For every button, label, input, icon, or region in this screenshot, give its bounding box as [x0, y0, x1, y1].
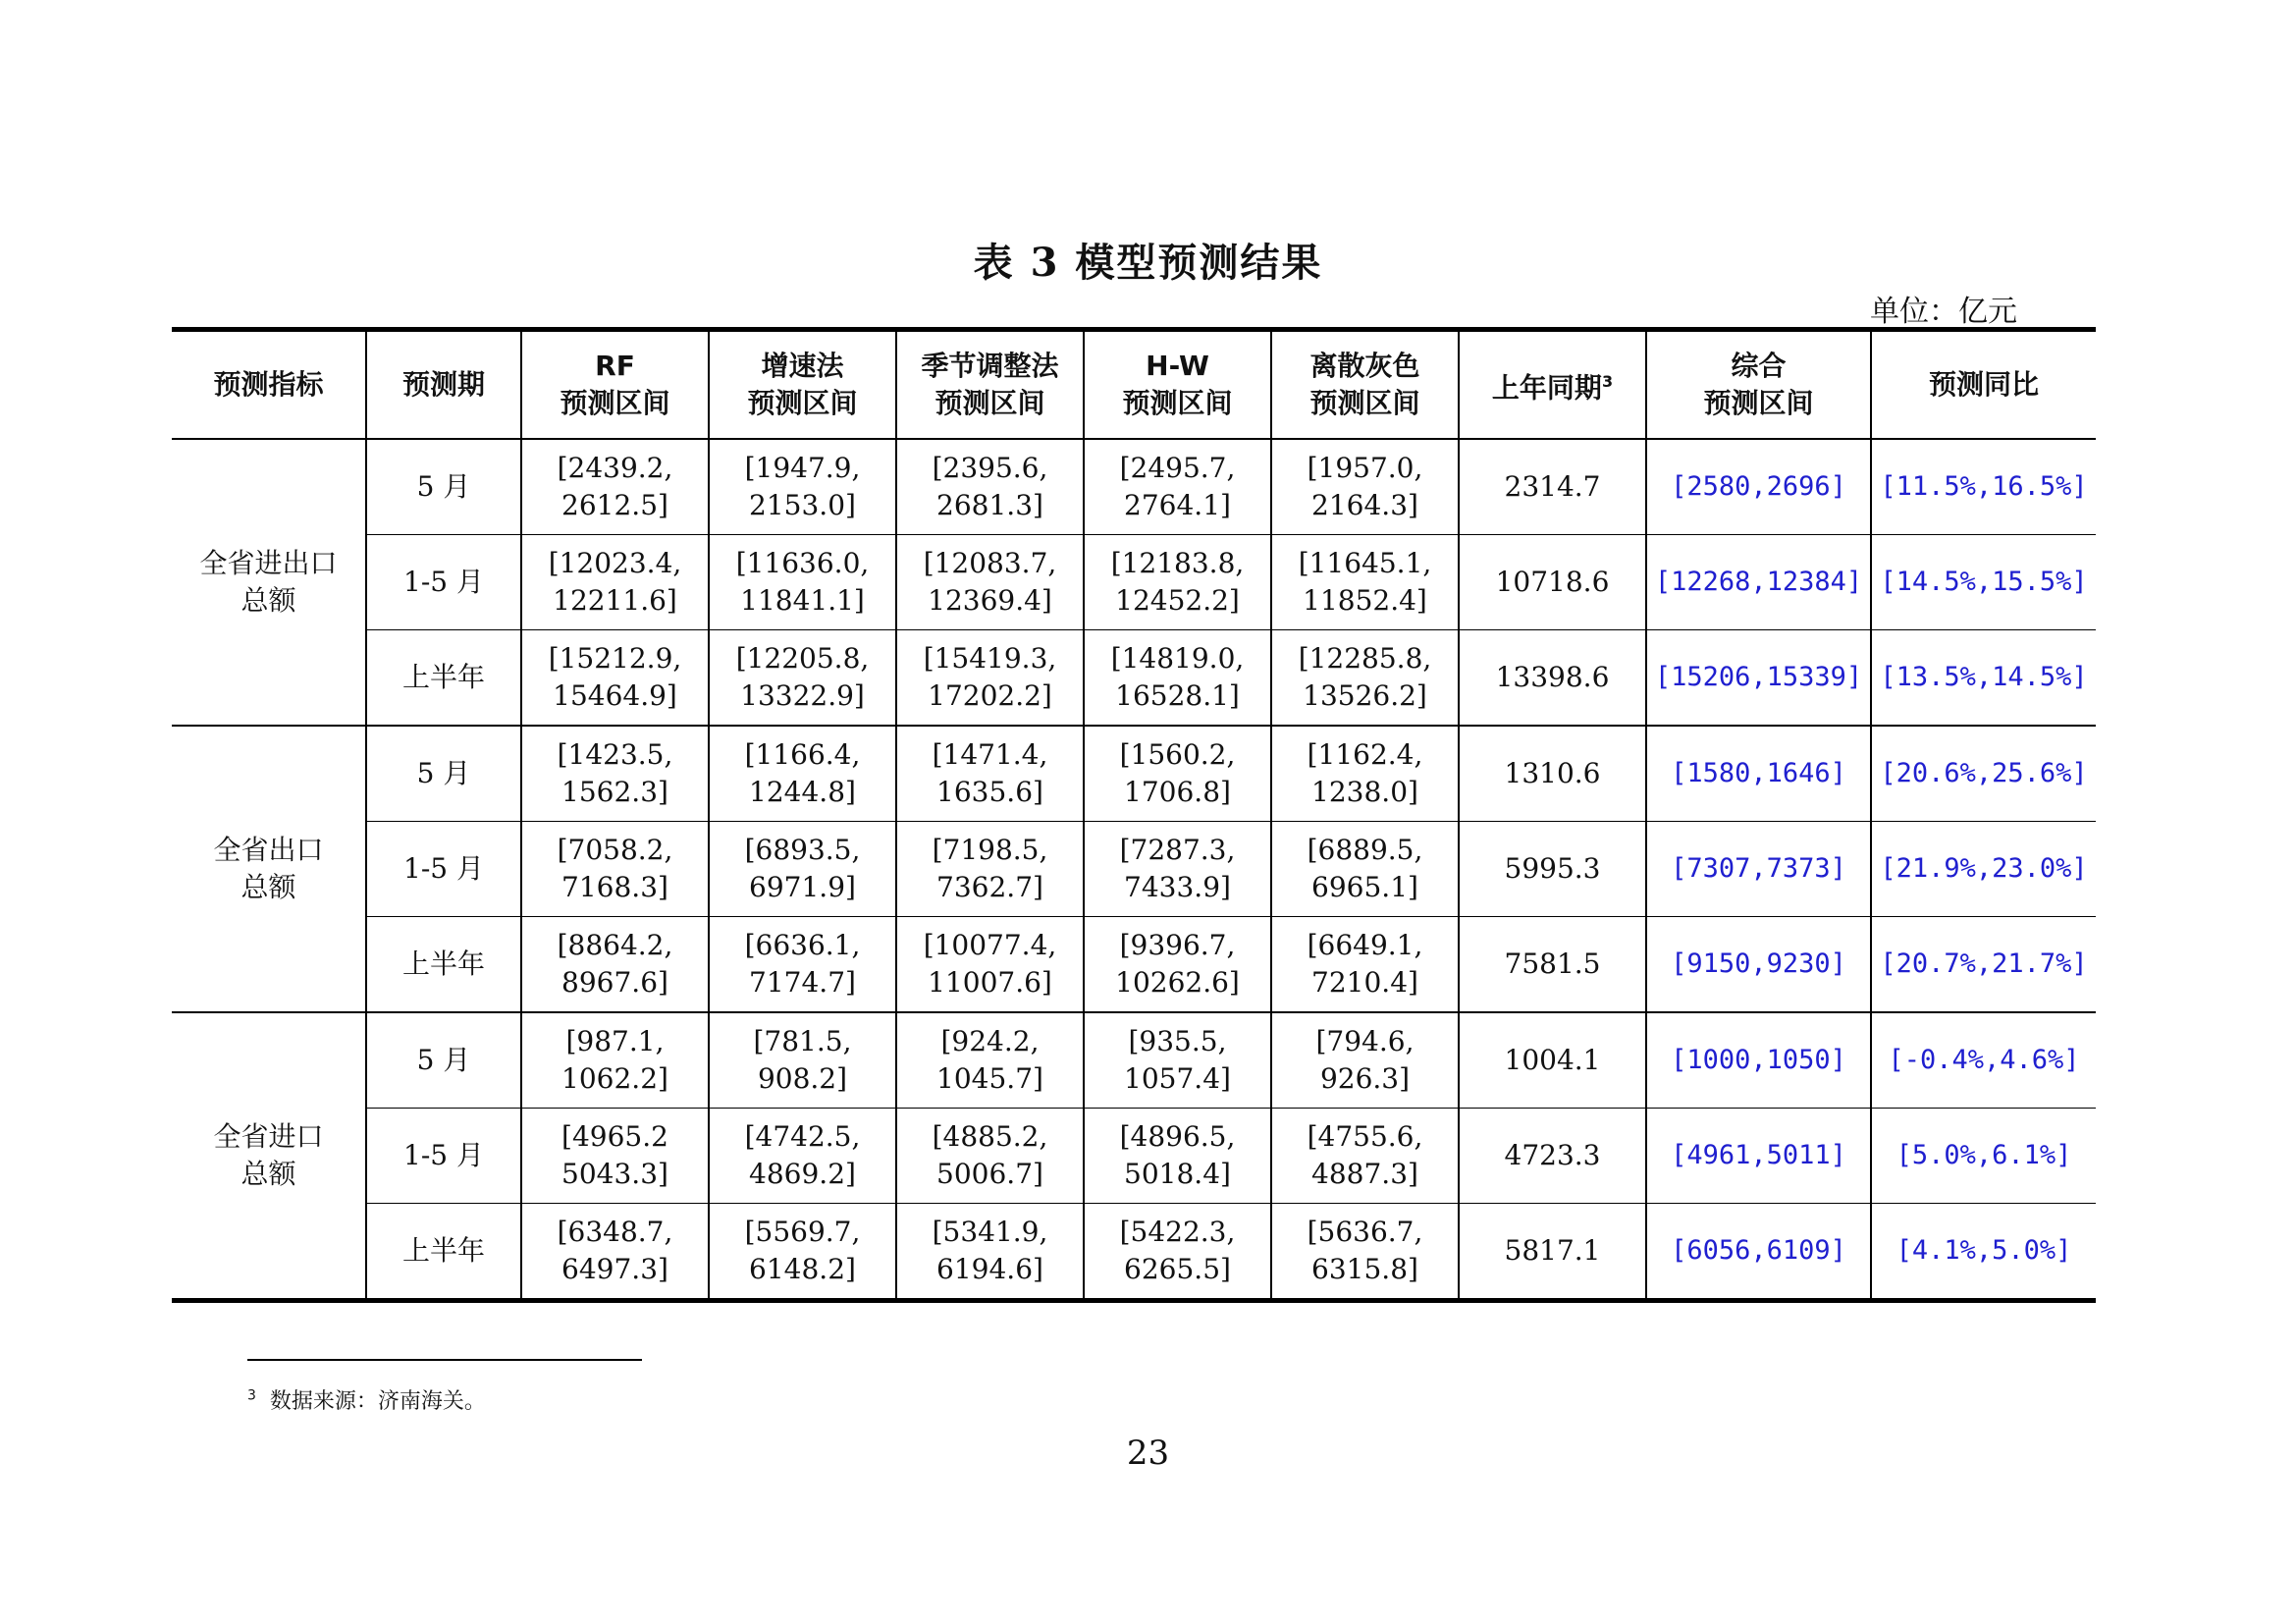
period-cell: 5 月	[366, 1012, 521, 1109]
growth-interval-cell	[709, 535, 896, 630]
interval-upper: 12369.4]	[928, 584, 1052, 617]
interval-upper: 908.2]	[757, 1062, 848, 1095]
header-rf	[521, 330, 709, 440]
indicator-line2: 总额	[240, 871, 296, 903]
interval-lower: [12285.8,	[1298, 642, 1432, 675]
seasonal-interval-cell	[896, 1204, 1084, 1301]
interval-lower: [12205.8,	[735, 642, 870, 675]
header-grey	[1271, 330, 1459, 440]
interval-lower: [2395.6,	[932, 452, 1048, 484]
yoy-interval-cell: [11.5%,16.5%]	[1871, 439, 2096, 535]
interval-lower: [987.1,	[565, 1025, 665, 1057]
interval-upper: 2764.1]	[1124, 489, 1231, 521]
interval-upper: 13322.9]	[740, 679, 865, 712]
interval-lower: [4896.5,	[1119, 1120, 1236, 1153]
growth-interval-cell	[709, 726, 896, 822]
table-row	[172, 1204, 2096, 1301]
header-seasonal-line1: 季节调整法	[921, 350, 1059, 382]
interval-upper: 6265.5]	[1124, 1253, 1231, 1285]
seasonal-interval-cell	[896, 630, 1084, 727]
interval-upper: 7168.3]	[561, 871, 668, 903]
interval-lower: [12083.7,	[923, 547, 1057, 579]
interval-lower: [4885.2,	[932, 1120, 1048, 1153]
interval-lower: [4965.2	[561, 1120, 668, 1153]
header-growth	[709, 330, 896, 440]
growth-interval-cell	[709, 822, 896, 917]
interval-upper: 926.3]	[1319, 1062, 1411, 1095]
rf-interval-cell	[521, 1012, 709, 1109]
combined-interval-cell: [1580,1646]	[1646, 726, 1871, 822]
hw-interval-cell	[1084, 917, 1271, 1013]
header-last-year-text: 上年同期	[1491, 371, 1602, 405]
interval-lower: [924.2,	[940, 1025, 1040, 1057]
combined-interval-cell: [6056,6109]	[1646, 1204, 1871, 1301]
interval-upper: 12211.6]	[553, 584, 677, 617]
table-body	[172, 439, 2096, 1301]
interval-lower: [1162.4,	[1307, 738, 1423, 771]
interval-lower: [14819.0,	[1110, 642, 1245, 675]
header-combined-line1: 综合	[1731, 350, 1787, 382]
combined-interval-cell: [9150,9230]	[1646, 917, 1871, 1013]
interval-upper: 1706.8]	[1124, 776, 1231, 808]
interval-lower: [12023.4,	[548, 547, 682, 579]
interval-upper: 1238.0]	[1311, 776, 1418, 808]
interval-upper: 6497.3]	[561, 1253, 668, 1285]
interval-upper: 11852.4]	[1303, 584, 1427, 617]
grey-interval-cell	[1271, 630, 1459, 727]
yoy-interval-cell: [21.9%,23.0%]	[1871, 822, 2096, 917]
combined-interval-cell: [12268,12384]	[1646, 535, 1871, 630]
yoy-interval-cell: [20.7%,21.7%]	[1871, 917, 2096, 1013]
growth-interval-cell	[709, 917, 896, 1013]
interval-upper: 10262.6]	[1115, 966, 1240, 999]
interval-lower: [794.6,	[1315, 1025, 1415, 1057]
indicator-cell	[172, 439, 366, 726]
interval-lower: [1560.2,	[1119, 738, 1236, 771]
interval-lower: [5422.3,	[1119, 1216, 1236, 1248]
last-year-cell: 13398.6	[1459, 630, 1646, 727]
yoy-interval-cell: [-0.4%,4.6%]	[1871, 1012, 2096, 1109]
header-rf-line2: 预测区间	[560, 387, 670, 419]
yoy-interval-cell: [5.0%,6.1%]	[1871, 1109, 2096, 1204]
interval-upper: 1057.4]	[1124, 1062, 1231, 1095]
page-number: 23	[1126, 1434, 1170, 1473]
interval-upper: 5043.3]	[561, 1158, 668, 1190]
hw-interval-cell	[1084, 1012, 1271, 1109]
interval-lower: [6348.7,	[557, 1216, 673, 1248]
hw-interval-cell	[1084, 726, 1271, 822]
interval-upper: 8967.6]	[561, 966, 668, 999]
interval-lower: [1471.4,	[932, 738, 1048, 771]
hw-interval-cell	[1084, 1204, 1271, 1301]
hw-interval-cell	[1084, 822, 1271, 917]
interval-upper: 5006.7]	[936, 1158, 1043, 1190]
interval-upper: 4887.3]	[1311, 1158, 1418, 1190]
header-last-year	[1459, 330, 1646, 440]
interval-lower: [12183.8,	[1110, 547, 1245, 579]
header-hw	[1084, 330, 1271, 440]
header-hw-line2: 预测区间	[1122, 387, 1233, 419]
header-growth-line1: 增速法	[761, 350, 844, 382]
rf-interval-cell	[521, 822, 709, 917]
table-header-row	[172, 330, 2096, 440]
interval-upper: 1244.8]	[749, 776, 856, 808]
rf-interval-cell	[521, 535, 709, 630]
period-cell: 上半年	[401, 1234, 485, 1267]
header-hw-line1: H-W	[1146, 350, 1209, 382]
table-row	[172, 822, 2096, 917]
interval-upper: 2612.5]	[561, 489, 668, 521]
footnote-number: 3	[247, 1387, 256, 1404]
interval-lower: [11636.0,	[735, 547, 870, 579]
hw-interval-cell	[1084, 630, 1271, 727]
yoy-interval-cell: [14.5%,15.5%]	[1871, 535, 2096, 630]
indicator-cell	[172, 726, 366, 1012]
footnote	[247, 1384, 486, 1415]
table-row	[172, 439, 2096, 535]
last-year-cell: 2314.7	[1459, 439, 1646, 535]
interval-upper: 1562.3]	[561, 776, 668, 808]
interval-lower: [1423.5,	[557, 738, 673, 771]
rf-interval-cell	[521, 439, 709, 535]
interval-upper: 7362.7]	[936, 871, 1043, 903]
interval-lower: [8864.2,	[557, 929, 673, 961]
combined-interval-cell: [7307,7373]	[1646, 822, 1871, 917]
indicator-line2: 总额	[240, 1158, 296, 1190]
interval-lower: [1166.4,	[744, 738, 861, 771]
forecast-table	[172, 327, 2096, 1303]
interval-lower: [6636.1,	[744, 929, 861, 961]
growth-interval-cell	[709, 630, 896, 727]
growth-interval-cell	[709, 1204, 896, 1301]
combined-interval-cell: [2580,2696]	[1646, 439, 1871, 535]
interval-lower: [15419.3,	[923, 642, 1057, 675]
period-cell: 1-5 月	[403, 852, 484, 885]
interval-upper: 2164.3]	[1311, 489, 1418, 521]
interval-upper: 7210.4]	[1311, 966, 1418, 999]
interval-upper: 15464.9]	[553, 679, 677, 712]
interval-lower: [5636.7,	[1307, 1216, 1423, 1248]
grey-interval-cell	[1271, 439, 1459, 535]
grey-interval-cell	[1271, 1204, 1459, 1301]
header-rf-line1: RF	[595, 350, 635, 382]
interval-upper: 6315.8]	[1311, 1253, 1418, 1285]
interval-upper: 6194.6]	[936, 1253, 1043, 1285]
footnote-text: 数据来源：济南海关。	[269, 1389, 486, 1414]
last-year-cell: 7581.5	[1459, 917, 1646, 1013]
header-grey-line1: 离散灰色	[1309, 350, 1420, 382]
forecast-table-container	[172, 327, 2096, 1303]
seasonal-interval-cell	[896, 917, 1084, 1013]
interval-upper: 5018.4]	[1124, 1158, 1231, 1190]
table-row	[172, 535, 2096, 630]
rf-interval-cell	[521, 630, 709, 727]
header-growth-line2: 预测区间	[747, 387, 858, 419]
period-cell: 5 月	[366, 439, 521, 535]
seasonal-interval-cell	[896, 822, 1084, 917]
hw-interval-cell	[1084, 535, 1271, 630]
growth-interval-cell	[709, 1012, 896, 1109]
interval-upper: 6148.2]	[749, 1253, 856, 1285]
interval-upper: 1045.7]	[936, 1062, 1043, 1095]
header-grey-line2: 预测区间	[1309, 387, 1420, 419]
interval-lower: [4755.6,	[1307, 1120, 1423, 1153]
rf-interval-cell	[521, 726, 709, 822]
unit-label: 单位：亿元	[1870, 295, 2017, 329]
header-combined	[1646, 330, 1871, 440]
footnote-divider	[247, 1359, 642, 1361]
interval-lower: [7287.3,	[1119, 834, 1236, 866]
interval-lower: [5341.9,	[932, 1216, 1048, 1248]
table-row	[172, 1109, 2096, 1204]
yoy-interval-cell: [13.5%,14.5%]	[1871, 630, 2096, 727]
combined-interval-cell: [4961,5011]	[1646, 1109, 1871, 1204]
interval-upper: 11007.6]	[928, 966, 1052, 999]
interval-upper: 16528.1]	[1115, 679, 1240, 712]
interval-lower: [1957.0,	[1307, 452, 1423, 484]
indicator-cell	[172, 1012, 366, 1301]
last-year-cell: 4723.3	[1459, 1109, 1646, 1204]
period-cell: 5 月	[366, 726, 521, 822]
growth-interval-cell	[709, 439, 896, 535]
interval-upper: 7433.9]	[1124, 871, 1231, 903]
header-seasonal-line2: 预测区间	[934, 387, 1045, 419]
header-indicator: 预测指标	[213, 368, 324, 401]
table-title: 表 3 模型预测结果	[973, 240, 1323, 286]
last-year-cell: 10718.6	[1459, 535, 1646, 630]
interval-lower: [2439.2,	[557, 452, 673, 484]
grey-interval-cell	[1271, 822, 1459, 917]
grey-interval-cell	[1271, 1012, 1459, 1109]
table-row	[172, 630, 2096, 727]
interval-lower: [9396.7,	[1119, 929, 1236, 961]
yoy-interval-cell: [20.6%,25.6%]	[1871, 726, 2096, 822]
combined-interval-cell: [1000,1050]	[1646, 1012, 1871, 1109]
indicator-line1: 全省出口	[213, 834, 324, 866]
interval-upper: 2153.0]	[749, 489, 856, 521]
table-row	[172, 726, 2096, 822]
interval-lower: [4742.5,	[744, 1120, 861, 1153]
interval-lower: [2495.7,	[1119, 452, 1236, 484]
grey-interval-cell	[1271, 726, 1459, 822]
hw-interval-cell	[1084, 439, 1271, 535]
interval-lower: [6893.5,	[744, 834, 861, 866]
interval-lower: [15212.9,	[548, 642, 682, 675]
indicator-line1: 全省进出口	[199, 547, 338, 579]
period-cell: 上半年	[401, 661, 485, 693]
header-yoy: 预测同比	[1871, 330, 2096, 440]
interval-lower: [10077.4,	[923, 929, 1057, 961]
seasonal-interval-cell	[896, 1109, 1084, 1204]
interval-lower: [1947.9,	[744, 452, 861, 484]
interval-upper: 12452.2]	[1115, 584, 1240, 617]
interval-lower: [6649.1,	[1307, 929, 1423, 961]
seasonal-interval-cell	[896, 439, 1084, 535]
hw-interval-cell	[1084, 1109, 1271, 1204]
combined-interval-cell: [15206,15339]	[1646, 630, 1871, 727]
grey-interval-cell	[1271, 535, 1459, 630]
seasonal-interval-cell	[896, 535, 1084, 630]
header-period: 预测期	[366, 330, 521, 440]
seasonal-interval-cell	[896, 726, 1084, 822]
period-cell: 1-5 月	[403, 566, 484, 598]
interval-lower: [7058.2,	[557, 834, 673, 866]
period-cell: 上半年	[401, 947, 485, 980]
last-year-cell: 5817.1	[1459, 1204, 1646, 1301]
rf-interval-cell	[521, 917, 709, 1013]
yoy-interval-cell: [4.1%,5.0%]	[1871, 1204, 2096, 1301]
interval-upper: 6971.9]	[749, 871, 856, 903]
header-seasonal	[896, 330, 1084, 440]
grey-interval-cell	[1271, 1109, 1459, 1204]
rf-interval-cell	[521, 1109, 709, 1204]
growth-interval-cell	[709, 1109, 896, 1204]
interval-upper: 6965.1]	[1311, 871, 1418, 903]
table-row	[172, 1012, 2096, 1109]
grey-interval-cell	[1271, 917, 1459, 1013]
interval-lower: [11645.1,	[1298, 547, 1432, 579]
interval-upper: 7174.7]	[749, 966, 856, 999]
footnote-marker: 3	[1601, 371, 1614, 391]
interval-upper: 2681.3]	[936, 489, 1043, 521]
interval-upper: 11841.1]	[740, 584, 865, 617]
last-year-cell: 1004.1	[1459, 1012, 1646, 1109]
last-year-cell: 5995.3	[1459, 822, 1646, 917]
rf-interval-cell	[521, 1204, 709, 1301]
indicator-line2: 总额	[240, 584, 296, 617]
period-cell: 1-5 月	[403, 1139, 484, 1171]
seasonal-interval-cell	[896, 1012, 1084, 1109]
interval-upper: 13526.2]	[1303, 679, 1427, 712]
interval-lower: [7198.5,	[932, 834, 1048, 866]
header-combined-line2: 预测区间	[1703, 387, 1814, 419]
indicator-line1: 全省进口	[213, 1120, 324, 1153]
table-row	[172, 917, 2096, 1013]
interval-upper: 17202.2]	[928, 679, 1052, 712]
interval-upper: 4869.2]	[749, 1158, 856, 1190]
interval-lower: [781.5,	[753, 1025, 852, 1057]
last-year-cell: 1310.6	[1459, 726, 1646, 822]
interval-upper: 1635.6]	[936, 776, 1043, 808]
interval-lower: [935.5,	[1128, 1025, 1227, 1057]
interval-upper: 1062.2]	[561, 1062, 668, 1095]
interval-lower: [6889.5,	[1307, 834, 1423, 866]
interval-lower: [5569.7,	[744, 1216, 861, 1248]
